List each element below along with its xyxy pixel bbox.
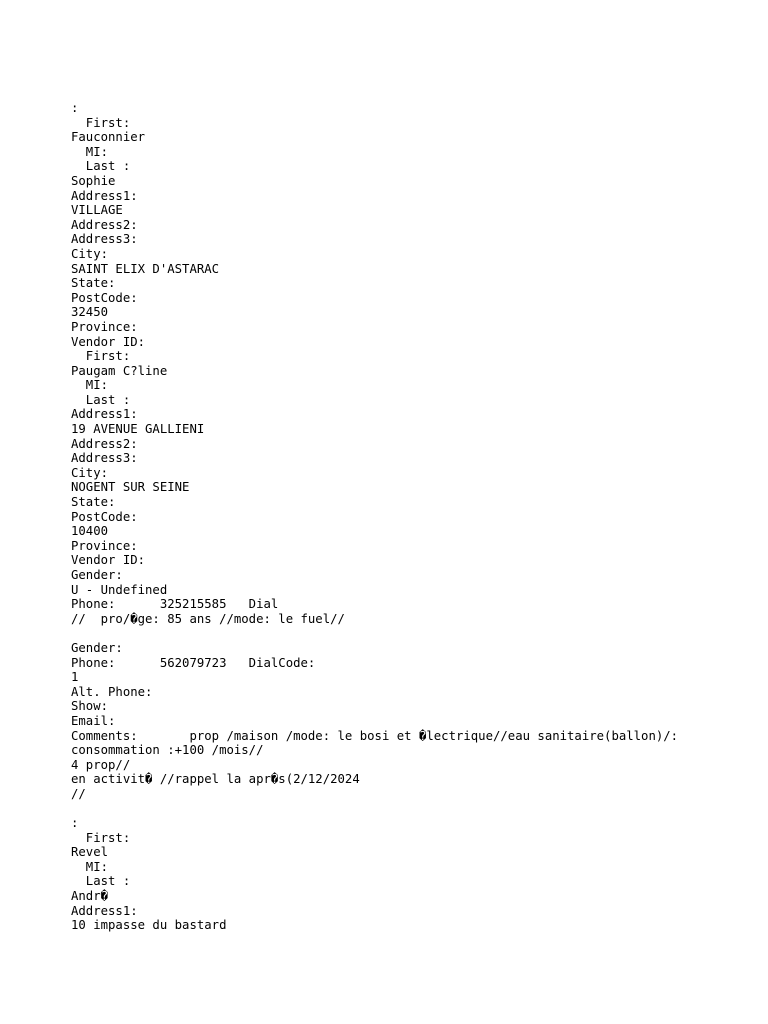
document-line: Last : (71, 159, 131, 174)
document-line: Gender: (71, 568, 123, 582)
document-line: : (71, 816, 79, 831)
document-line: Vendor ID: (71, 334, 146, 349)
document-line: // pro/�ge: 85 ans //mode: le fuel// (71, 611, 345, 626)
document-line: PostCode: (71, 509, 138, 524)
document-line (71, 802, 751, 817)
document-line: Revel (71, 845, 109, 860)
document-line: 4 prop// (71, 757, 131, 772)
document-line: City: (71, 246, 109, 261)
document-line: PostCode: (71, 290, 138, 305)
document-line: NOGENT SUR SEINE (71, 480, 190, 495)
document-line: MI: (71, 378, 109, 393)
document-line: U - Undefined (71, 582, 168, 597)
document-line: 32450 (71, 305, 109, 320)
document-line: Address2: (71, 436, 138, 451)
document-line: Sophie (71, 173, 116, 188)
document-line: MI: (71, 144, 109, 159)
document-line: City: (71, 465, 109, 480)
document-line: VILLAGE (71, 203, 123, 218)
document-line: Vendor ID: (71, 553, 146, 568)
document-line: // (71, 786, 86, 801)
document-line: SAINT ELIX D'ASTARAC (71, 261, 220, 276)
document-line: Email: (71, 713, 116, 728)
document-line: en activit� //rappel la apr�s(2/12/2024 (71, 772, 360, 787)
document-line: Address1: (71, 188, 138, 203)
document-line: Fauconnier (71, 130, 146, 145)
document-line: Comments: prop /maison /mode: le bosi et �lectrique//eau sanitaire(ballon)/: (71, 728, 679, 743)
document-line: Phone: 562079723 DialCode: (71, 655, 316, 670)
document-line: Address1: (71, 407, 138, 422)
document-line: Paugam C?line (71, 363, 168, 378)
document-line: First: (71, 349, 131, 364)
document-line: Andr� (71, 889, 109, 904)
document-line: Address1: (71, 903, 138, 918)
document-line: State: (71, 495, 116, 510)
document-line: First: (71, 830, 131, 845)
document-line: consommation :+100 /mois// (71, 743, 264, 758)
document-line: First: (71, 115, 131, 130)
document-line: Province: (71, 319, 138, 334)
document-line: Phone: 325215585 Dial (71, 597, 279, 612)
document-line (71, 626, 751, 641)
document-line: State: (71, 276, 116, 291)
document-line: 19 AVENUE GALLIENI (71, 422, 205, 437)
document-line: Province: (71, 538, 138, 553)
document-line: 10 impasse du bastard (71, 918, 227, 933)
document-line: 1 (71, 670, 79, 685)
document-line: Gender: (71, 640, 123, 655)
document-line: Address2: (71, 217, 138, 232)
document-line: Last : (71, 392, 131, 407)
document-line: : (71, 101, 79, 115)
document-line: Alt. Phone: (71, 684, 153, 699)
document-line: Address3: (71, 232, 138, 247)
document-line: 10400 (71, 524, 109, 539)
document-line: Address3: (71, 451, 138, 466)
document-line: Last : (71, 874, 131, 889)
document-body (71, 101, 751, 933)
document-line: MI: (71, 859, 109, 874)
document-line: Show: (71, 699, 109, 714)
